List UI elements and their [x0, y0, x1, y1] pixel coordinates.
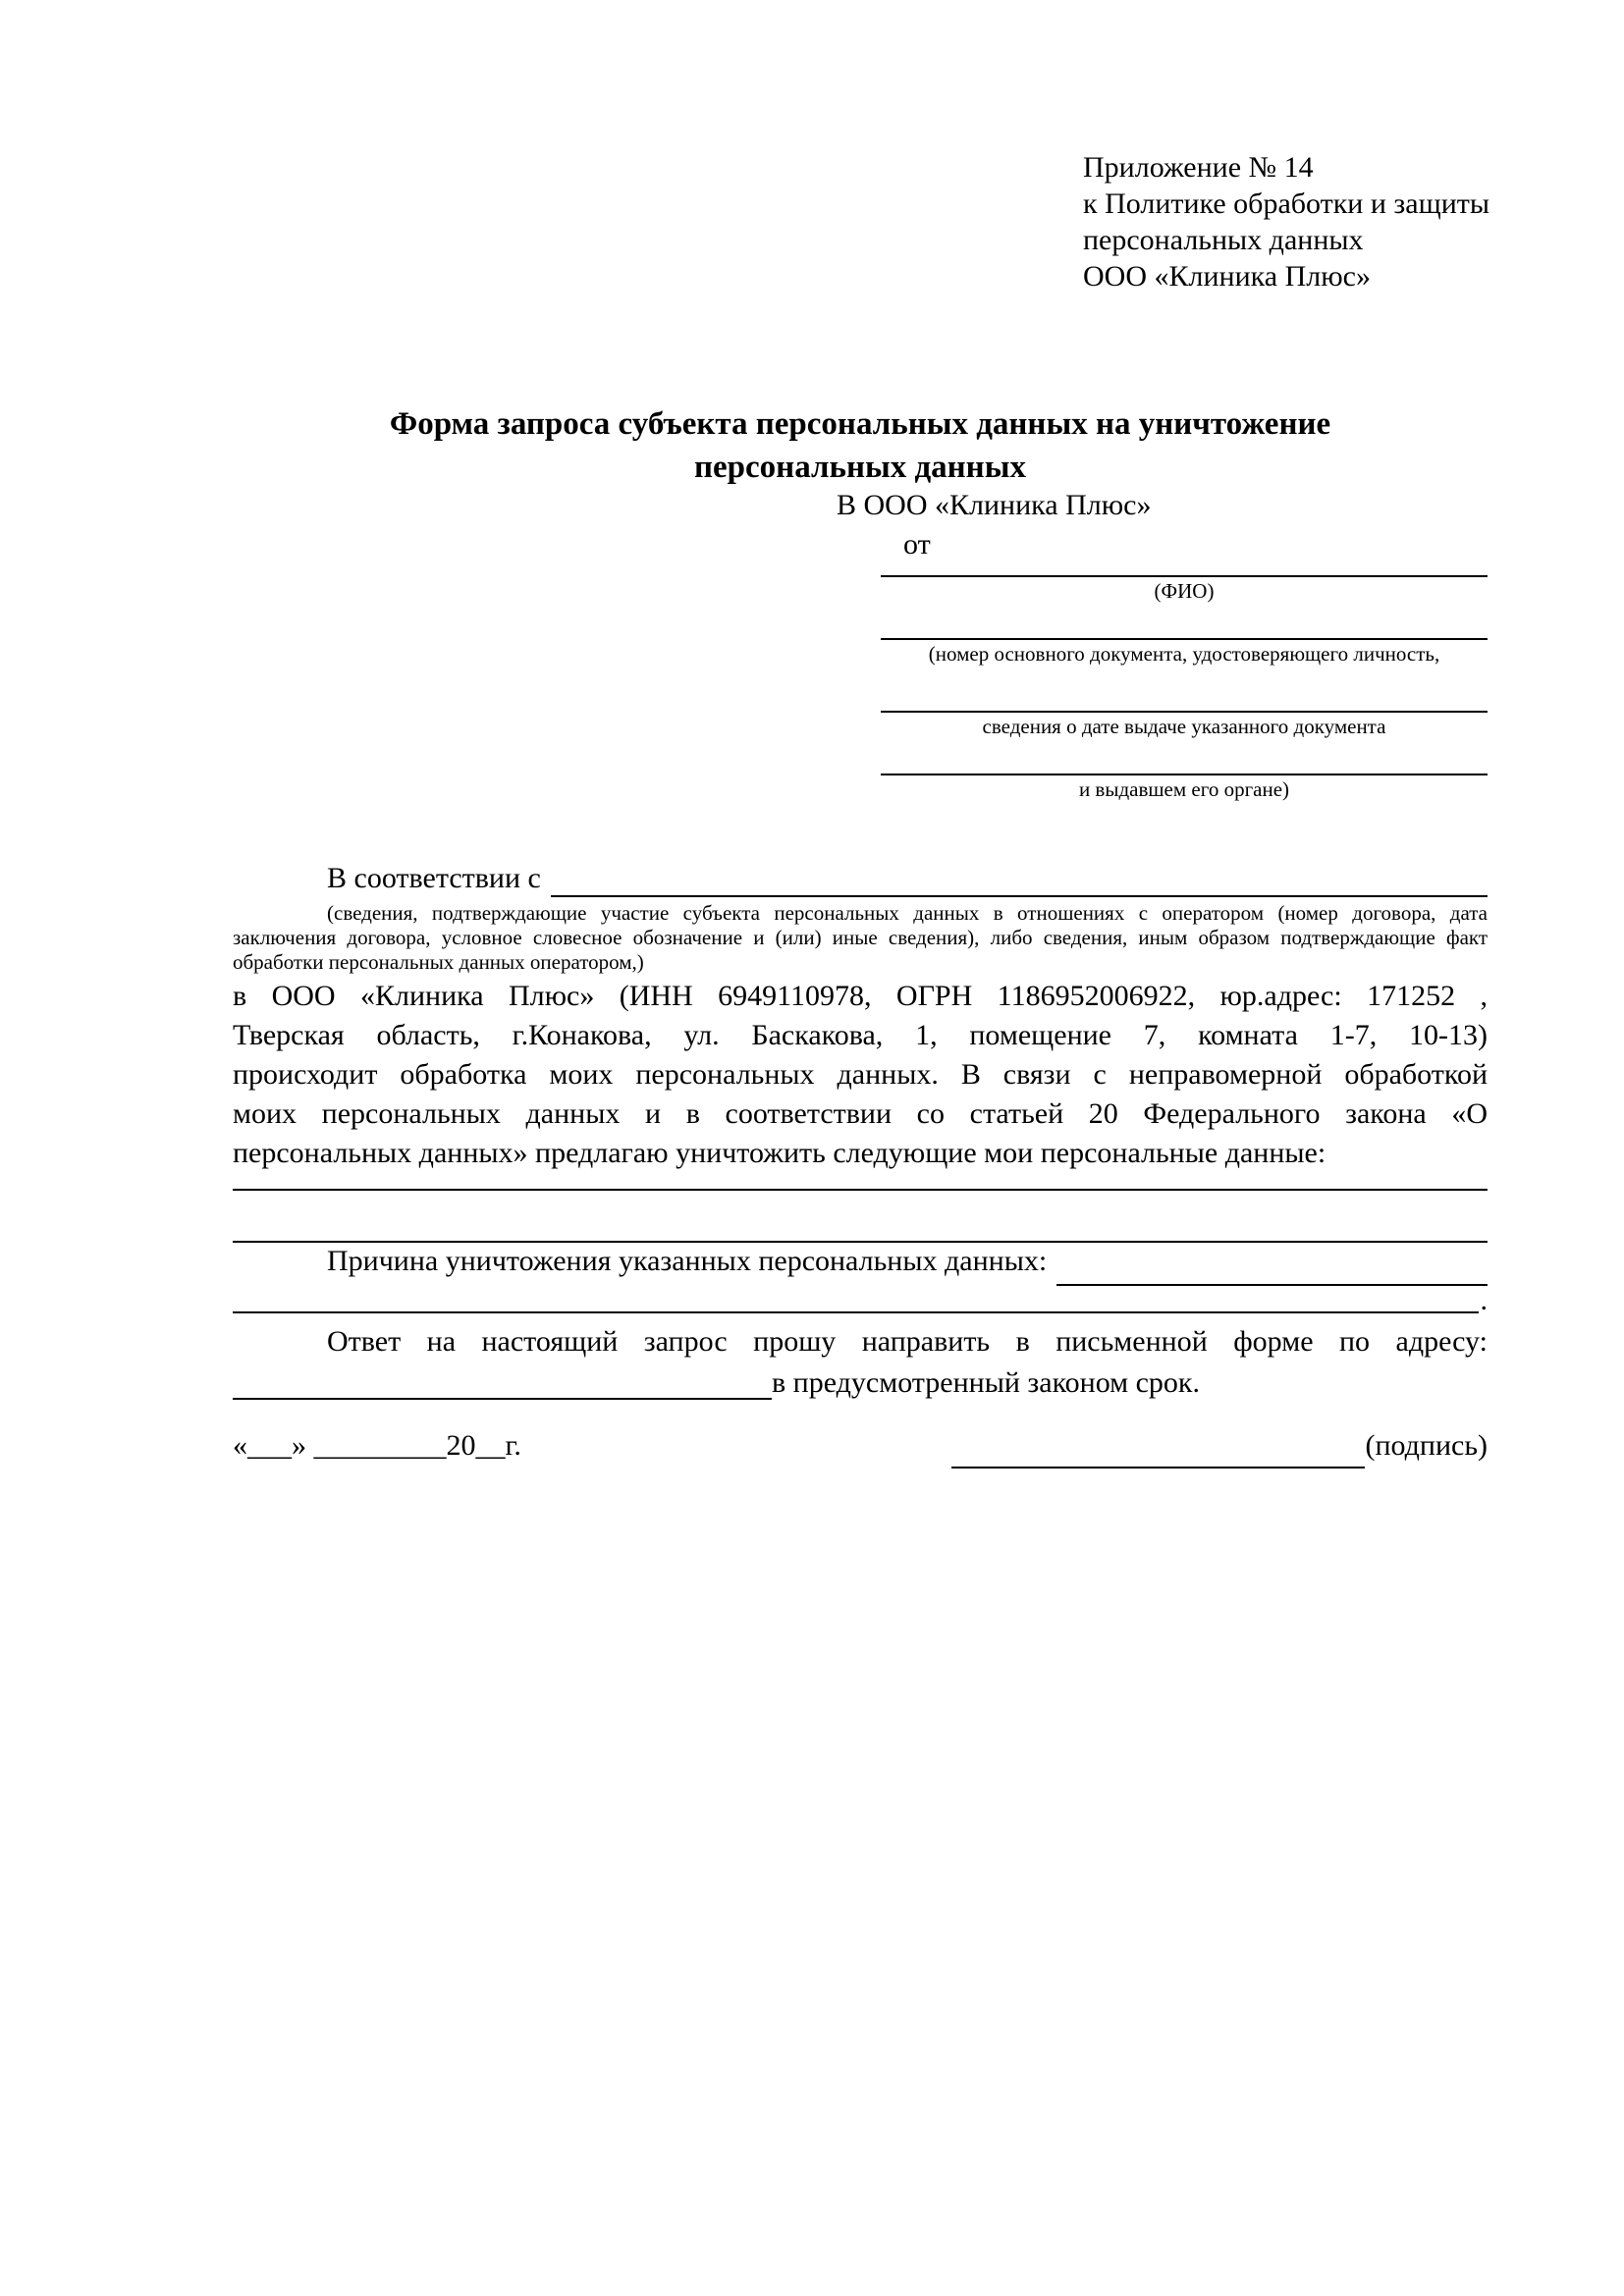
- reason-continuation-line: [233, 1311, 1479, 1313]
- addressee-line: В ООО «Клиника Плюс»: [837, 489, 1152, 521]
- issue-date-input-line: [881, 666, 1488, 713]
- statement-line: персональных данных» предлагаю уничтожить следующие мои персональные данные:: [233, 1137, 1326, 1169]
- statement-line: Тверская область, г.Конакова, ул. Баскакова, 1, помещение 7, комната 1-7, 10-13): [233, 1019, 1488, 1051]
- accordance-row: [233, 862, 1488, 897]
- reason-label: Причина уничтожения указанных персональных данных:: [327, 1245, 1048, 1277]
- date-placeholder: «___» _________20__г.: [233, 1429, 521, 1462]
- appendix-note-line: к Политике обработки и защиты: [1083, 187, 1490, 220]
- reason-input-line: [1056, 1245, 1488, 1286]
- date-signature-row: [233, 1429, 1488, 1474]
- document-title: [233, 402, 1488, 489]
- accordance-input-line: [551, 862, 1488, 897]
- statement-paragraph: [233, 977, 1488, 1173]
- issuing-authority-label: и выдавшем его органе): [1078, 777, 1290, 801]
- reply-term-text: в предусмотренный законом срок.: [772, 1366, 1200, 1399]
- accordance-note: [233, 901, 1488, 975]
- statement-line: моих персональных данных и в соответствии со статьей 20 Федерального закона «О: [233, 1097, 1488, 1130]
- accordance-note-line: заключения договора, условное словесное обозначение и (или) иные сведения), либо сведения, иным образом подтверждающие факт: [233, 926, 1488, 949]
- doc-number-label: (номер основного документа, удостоверяющего личность,: [928, 642, 1440, 666]
- appendix-note-line: Приложение № 14: [1083, 151, 1314, 184]
- applicant-fields-block: [881, 565, 1488, 801]
- accordance-prefix: В соответствии с: [327, 862, 541, 894]
- reply-address-input-line: [233, 1398, 772, 1400]
- issuing-authority-input-line: [881, 738, 1488, 775]
- document-title-line: Форма запроса субъекта персональных данных на уничтожение: [389, 406, 1331, 442]
- reason-continuation-row: [233, 1284, 1488, 1316]
- signature-input-line: [951, 1467, 1365, 1468]
- from-label: от: [903, 528, 931, 561]
- appendix-note-line: ООО «Клиника Плюс»: [1083, 260, 1371, 293]
- appendix-note-line: персональных данных: [1083, 224, 1364, 256]
- statement-line: происходит обработка моих персональных данных. В связи с неправомерной обработкой: [233, 1058, 1488, 1091]
- data-to-destroy-line-2: [233, 1191, 1488, 1243]
- reply-address-row: [233, 1366, 1488, 1406]
- accordance-note-line: обработки персональных данных оператором,): [233, 950, 644, 974]
- accordance-note-line: (сведения, подтверждающие участие субъекта персональных данных в отношениях с оператором (номер договора, дата: [327, 901, 1488, 925]
- doc-number-input-line: [881, 603, 1488, 640]
- statement-line: в ООО «Клиника Плюс» (ИНН 6949110978, ОГРН 1186952006922, юр.адрес: 171252 ,: [233, 980, 1488, 1012]
- sentence-period: .: [1480, 1284, 1488, 1316]
- appendix-note: [1083, 149, 1488, 294]
- issue-date-label: сведения о дате выдаче указанного документа: [982, 715, 1386, 738]
- document-title-line: персональных данных: [694, 450, 1026, 485]
- signature-label: (подпись): [1365, 1429, 1488, 1462]
- fio-input-line: [881, 565, 1488, 577]
- signature-group: [951, 1429, 1488, 1474]
- reason-row: [233, 1245, 1488, 1286]
- fio-label: (ФИО): [1154, 579, 1215, 603]
- data-to-destroy-line-1: [233, 1173, 1488, 1191]
- reply-request-line: Ответ на настоящий запрос прошу направить в письменной форме по адресу:: [327, 1325, 1488, 1358]
